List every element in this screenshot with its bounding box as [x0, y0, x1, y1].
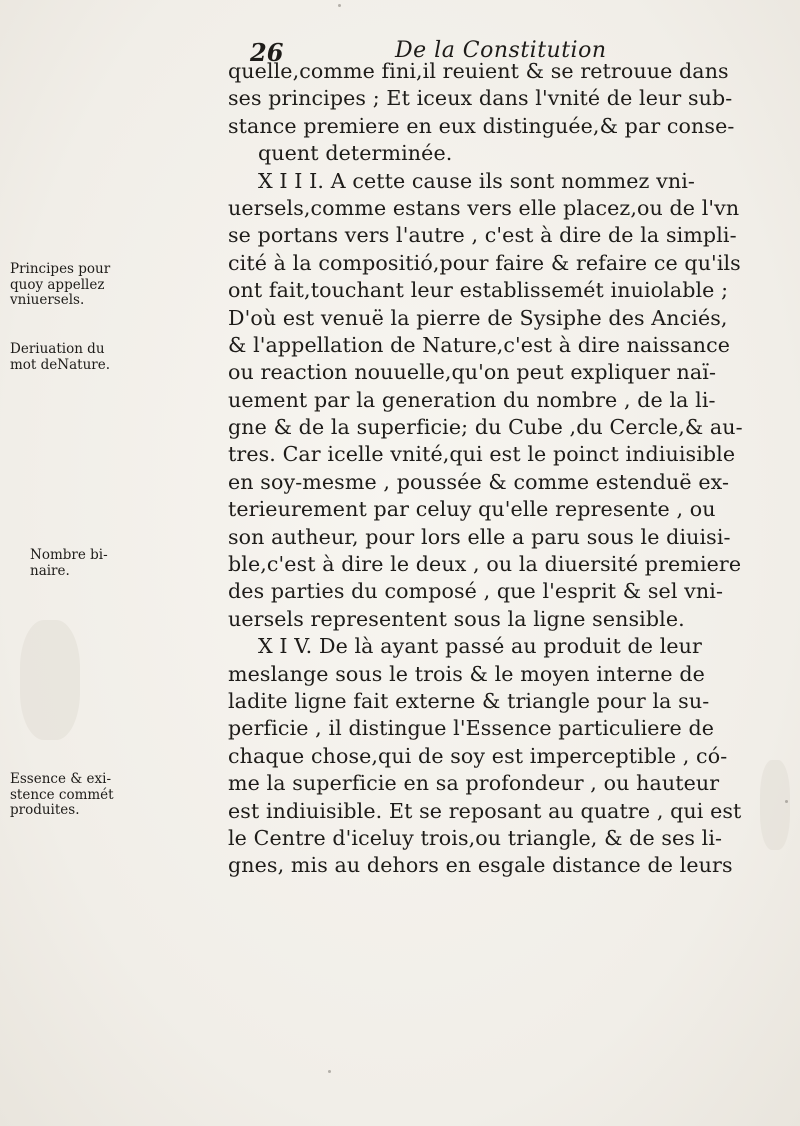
- show-through-stain: [760, 760, 790, 850]
- margin-note-line: produites.: [10, 802, 80, 818]
- page-number: 26: [250, 38, 284, 67]
- body-text: [228, 58, 748, 880]
- text-line: quent determinée.: [258, 141, 453, 166]
- margin-note-line: Deriuation du: [10, 341, 105, 357]
- margin-note-line: vniuersels.: [10, 292, 85, 308]
- text-line: me la superficie en sa profondeur , ou hauteur: [228, 771, 720, 796]
- text-line: & l'appellation de Nature,c'est à dire naissance: [228, 332, 731, 357]
- text-line: ou reaction nouuelle,qu'on peut expliquer naï-: [228, 360, 717, 385]
- ink-speck: [328, 1070, 331, 1073]
- text-line: son autheur, pour lors elle a paru sous le diuisi-: [228, 524, 731, 549]
- text-line: D'où est venuë la pierre de Sysiphe des Anciés,: [228, 305, 728, 330]
- text-line: ont fait,touchant leur establissemét inuiolable ;: [228, 278, 729, 303]
- text-line: ble,c'est à dire le deux , ou la diuersité premiere: [228, 552, 742, 577]
- margin-note: [30, 548, 108, 579]
- text-line: le Centre d'iceluy trois,ou triangle, & de ses li-: [228, 825, 723, 850]
- text-line: terieurement par celuy qu'elle represente , ou: [228, 497, 716, 522]
- margin-note-line: stence commét: [10, 786, 114, 803]
- text-line: en soy-mesme , poussée & comme estenduë ex-: [228, 469, 730, 494]
- ink-speck: [338, 4, 341, 7]
- margin-note: [10, 342, 110, 373]
- text-line: cité à la compositió,pour faire & refaire ce qu'ils: [228, 250, 741, 275]
- text-line: quelle,comme fini,il reuient & se retrouue dans: [228, 59, 729, 83]
- text-line: est indiuisible. Et se reposant au quatre , qui est: [228, 798, 742, 823]
- ink-speck: [785, 800, 788, 803]
- text-line: ladite ligne fait externe & triangle pour la su-: [228, 688, 710, 713]
- margin-note-line: quoy appellez: [10, 276, 105, 293]
- margin-note-line: Essence & exi-: [10, 771, 112, 787]
- margin-note-line: mot deNature.: [10, 356, 110, 373]
- margin-note-line: naire.: [30, 562, 70, 579]
- margin-note: [10, 262, 110, 309]
- text-line: uement par la generation du nombre , de la li-: [228, 387, 716, 412]
- margin-note-line: Principes pour: [10, 261, 111, 277]
- text-line: tres. Car icelle vnité,qui est le poinct indiuisible: [228, 442, 736, 467]
- text-line: se portans vers l'autre , c'est à dire de la simpli-: [228, 223, 737, 248]
- text-line: chaque chose,qui de soy est imperceptible , có-: [228, 743, 728, 768]
- text-line: stance premiere en eux distinguée,& par conse-: [228, 113, 735, 138]
- show-through-stain: [20, 620, 80, 740]
- text-line: ses principes ; Et iceux dans l'vnité de leur sub-: [228, 86, 733, 111]
- text-line: uersels,comme estans vers elle placez,ou de l'vn: [228, 195, 740, 220]
- margin-note-line: Nombre bi-: [30, 547, 108, 563]
- text-line: uersels representent sous la ligne sensible.: [228, 606, 685, 631]
- text-line: des parties du composé , que l'esprit & sel vni-: [228, 579, 724, 604]
- section-heading-line: X I I I. A cette cause ils sont nommez vni-: [258, 168, 695, 193]
- section-heading-line: X I V. De là ayant passé au produit de leur: [258, 634, 702, 659]
- text-line: perficie , il distingue l'Essence particuliere de: [228, 716, 715, 741]
- text-line: gne & de la superficie; du Cube ,du Cercle,& au-: [228, 415, 743, 440]
- margin-note: [10, 772, 114, 819]
- text-line: meslange sous le trois & le moyen interne de: [228, 661, 705, 686]
- text-line: gnes, mis au dehors en esgale distance de leurs: [228, 853, 733, 878]
- running-title: De la Constitution: [395, 38, 607, 63]
